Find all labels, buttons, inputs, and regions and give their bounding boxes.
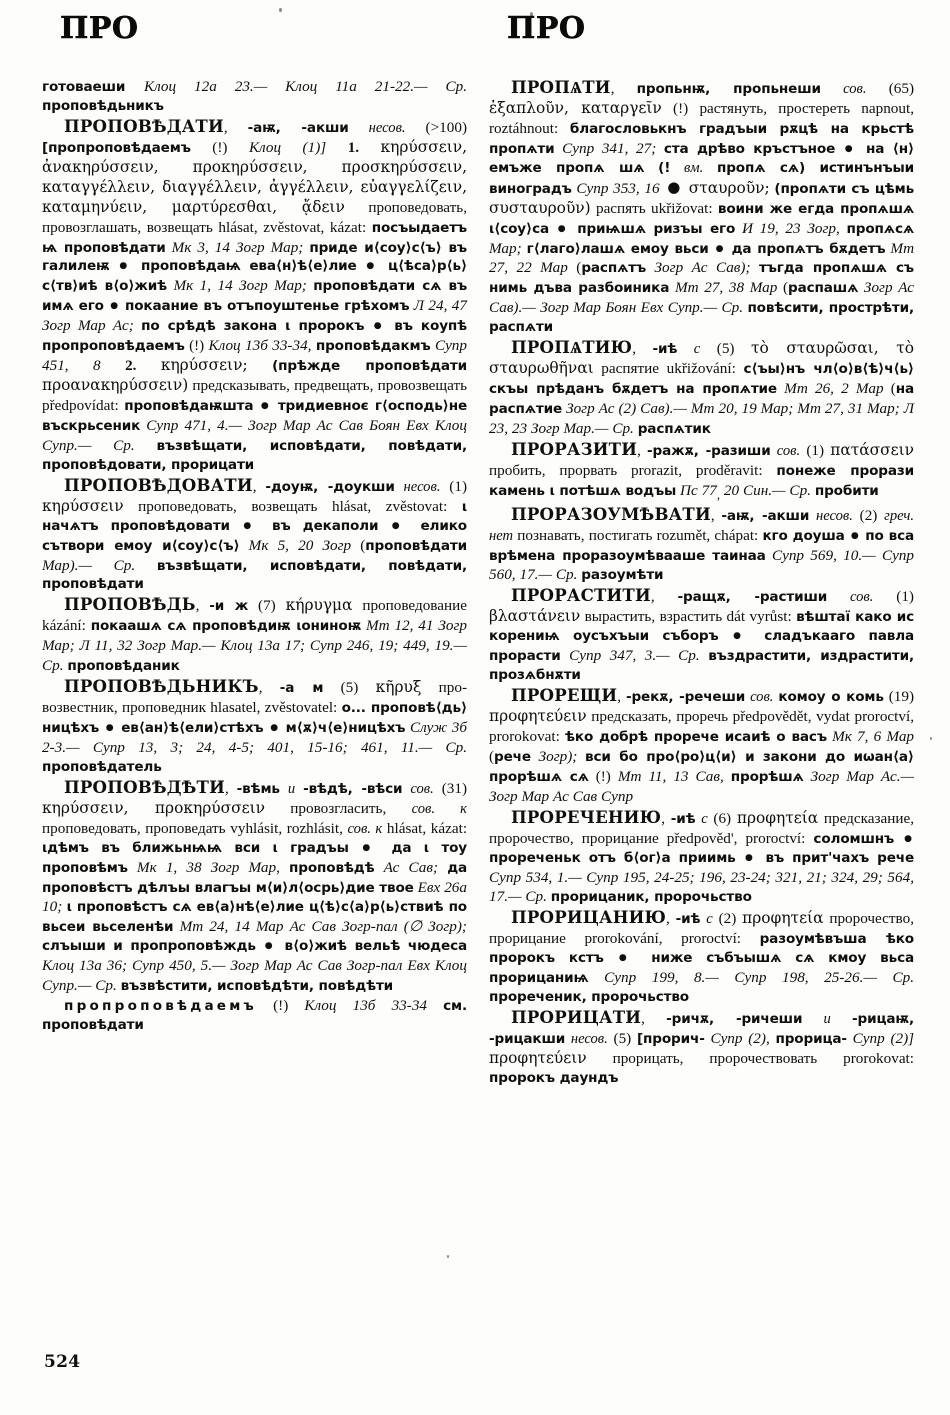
inflection-forms: пропьнѭ, пропьнеши <box>636 81 821 97</box>
frequency-count: (7) <box>258 597 276 615</box>
grammar-label: несов. <box>403 478 441 495</box>
czech-gloss: kázání: <box>42 617 86 635</box>
source-reference: Мк 5, 20 Зогр <box>248 536 352 554</box>
czech-gloss: prorokovat: <box>843 1049 914 1067</box>
czech-gloss: hlásat, zvěstovat: <box>331 497 448 515</box>
frequency-count: (1) <box>806 441 825 459</box>
entry-propyatije: ПРОПѦТИЮ, -иѣ с (5) τὸ σταυρῶσαι, τὸ σταυρωθῆναι распятие ukřižování: с⟨ъы⟩нъ чл⟨о⟩в⟨ѣ⟩ч⟨ь⟩скъы прѣданъ бѫдетъ на пропѧтие Мт 26, 2 Мар (на распѧтие Зогр Ас (2) Сав).— Мт 20, 19 Мар; Мт 27, 31 Мар; Л 23, 23 Зогр Мар.— Ср. распѧтик <box>489 337 915 437</box>
spaced-lemma: пропроповѣдаемъ <box>64 998 257 1015</box>
russian-gloss: предсказание, пророчество, прорицание <box>489 809 915 847</box>
czech-gloss: předpověd', proroctví: <box>666 829 806 847</box>
citation-text: разоумѣвъша ѣко пророкъ кстъ <box>489 931 914 967</box>
frequency-count: (5) <box>613 1030 632 1048</box>
inflection-forms: -иѣ <box>670 810 696 827</box>
entry-proraziti: ПРОРАЗИТИ, -ражѫ, -разиши сов. (1) πατάσσειν пробить, прорвать prorazit, proděravit: понеже прорази камень ι потѣшѧ водъы Пс $77_,$ 20 Син.— Ср. пробити <box>489 438 915 502</box>
cross-reference: възвѣщати, исповѣдати, повѣдати, проповѣдати <box>42 557 467 593</box>
greek-equivalent: βλαστάνειν <box>489 607 581 626</box>
cross-reference: прореченик, пророчьство <box>489 989 689 1006</box>
two-column-body <box>42 11 915 1088</box>
grammar-label: сов. <box>410 780 434 797</box>
cross-reference: пробити <box>814 482 879 499</box>
running-head-right: ПРО <box>507 11 586 46</box>
inflection-forms: -иѣ <box>652 341 678 358</box>
citation-text: пророкъ даундъ <box>489 1069 619 1086</box>
headword: ПРОПОВѢДЬ <box>64 594 196 615</box>
inflection-forms: -ричѫ, -ричеши <box>666 1011 803 1028</box>
russian-gloss: провозвестник, проповедник <box>42 679 468 717</box>
cross-reference: проповѣдатель <box>42 758 162 775</box>
czech-gloss: ukřižování: <box>666 360 736 378</box>
czech-gloss: prorokování, proroctví: <box>584 930 742 948</box>
russian-gloss: пробить, прорвать <box>489 461 618 479</box>
cross-reference: повѣсити, прострѣти, распѧти <box>489 300 914 336</box>
scan-speck <box>930 737 932 740</box>
frequency-count: (65) <box>888 80 915 97</box>
citation-text: посъыдаетъ ѩ проповѣдати <box>42 219 467 256</box>
greek-equivalent: κηρύσσειν, ἀνακηρύσσειν, προκηρύσσειν, προσκηρύσσειν, καταγγέλλειν, διαγγέλλειν, ἀγγέλλειν, εὐαγγελίζειν, καταμηνύειν, μαρτύρεσθαι, ᾄδειν <box>42 137 468 216</box>
entry-propyati: ПРОПѦТИ, пропьнѭ, пропьнеши сов. (65) ἐξαπλοῦν, καταργεῖν (!) растянуть, простереть napnout, roztáhnout: благословькнъ градъыи рѫцѣ на крьстѣ пропѧти Супр 341, 27; ста дрѣво кръстъное ● на ⟨н⟩емъже пропѧ шѧ (! вм. пропѧ сѧ) истинънъыи виноградъ Супр 353, 16 ● σταυροῦν; (пропѧти съ цѣмь συσταυροῦν) распять ukřižovat: воини же егда пропѧшѧ ι⟨соу⟩са ● приѩшѧ ризъы его И 19, 23 Зогр, пропѧсѧ Мар; г⟨лаго⟩лашѧ емоу вьси ● да пропѧтъ бѫдетъ Мт 27, 22 Мар (распѧтъ Зогр Ас Сав); тъгда пропѧшѧ съ нимь дъва разбоиника Мт 27, 38 Мар (распашѧ Зогр Ас Сав).— Зогр Мар Боян Евх Супр.— Ср. повѣсити, прострѣти, распѧти <box>489 77 915 336</box>
headword: ПРОПѦТИ <box>511 77 611 97</box>
grammar-label: сов. <box>843 81 867 97</box>
scan-speck <box>447 1255 449 1258</box>
headword: ПРОРАЗИТИ <box>511 438 638 459</box>
czech-gloss: vyhlásit, rozhlásit, <box>230 819 343 837</box>
inflection-forms: -иѣ <box>675 911 701 928</box>
inflection-forms: -аѭ, -акши <box>721 507 810 524</box>
inflection-forms: -аѭ, -акши <box>247 119 349 136</box>
greek-equivalent: προφητεία <box>742 909 824 928</box>
inflection-forms: -а м <box>279 680 324 697</box>
scan-speck <box>279 8 282 12</box>
right-column <box>489 11 915 1088</box>
source-reference: Мк 1, 38 Зогр Мар, <box>136 858 280 876</box>
source-reference: Служ 3б 2-3.— Супр 13, 3; 24, 4-5; 401, 15-16; 461, 11.— Ср. <box>42 719 468 756</box>
greek-equivalent: κήρυγμα <box>285 596 353 615</box>
entry-prorastiti: ПРОРАСТИТИ, -ращѫ, -растиши сов. (1) βλαστάνειν вырастить, взрастить dát vyrůst: вѣштаї како ис корениѩ оусъхъыи съборъ ● сладъкааго павла прорасти Супр 347, 3.— Ср. въздрастити, издрастити, прозѧбнѫти <box>489 585 915 684</box>
entry-prorazumevati: ПРОРАЗОУМѢВАТИ, -аѭ, -акши несов. (2) греч. нет познавать, постигать rozumět, chápat: кго доуша ● по вса врѣмена проразоумѣвааше таинаа Супр 569, 10.— Супр 560, 17.— Ср. разоумѣти <box>489 503 915 584</box>
see-reference: см. проповѣдати <box>42 998 468 1034</box>
frequency-count: (5) <box>716 340 735 358</box>
headword: ПРОПОВѢДЬНИКЪ <box>64 676 259 697</box>
citation-text: ιдѣмъ въ ближьнѩѩ вси ι градъы <box>42 839 349 856</box>
frequency-count: (1) <box>449 477 468 495</box>
russian-gloss: проповедовать, провозглашать, возвещать <box>42 198 468 236</box>
citation-text: благословькнъ градъыи рѫцѣ на крьстѣ пропѧти <box>489 120 914 157</box>
frequency-count: (1) <box>896 588 914 606</box>
greek-equivalent: τὸ σταυρῶσαι, τὸ σταυρωθῆναι <box>489 339 915 378</box>
citation-text: кго доуша <box>762 527 845 544</box>
source-reference: Супр 569, 10.— Супр 560, 17.— Ср. <box>489 546 914 584</box>
source-reference: Пс $77_,$ 20 Син.— Ср. <box>680 481 811 502</box>
source-reference: Мт 12, 41 Зогр Мар; Л 11, 32 Зогр Мар.— Клоц 13а 17; Супр 246, 19; 449, 19.— Ср. <box>42 617 467 675</box>
source-reference: Супр 199, 8.— Супр 198, 25-26.— Ср. <box>604 969 914 987</box>
greek-equivalent: πατάσσειν <box>830 440 915 459</box>
russian-gloss: проповедовать, возвещать <box>138 497 318 515</box>
greek-equivalent: κηρύσσειν <box>42 496 124 515</box>
source-reference: Супр 341, 27; <box>562 139 657 157</box>
ocs-text: готоваеши <box>42 79 144 95</box>
sense-number: 1. <box>347 139 360 156</box>
source-reference: Супр 534, 1.— Супр 195, 24-25; 196, 23-24; 321, 21; 324, 29; 564, 17.— Ср. <box>489 868 914 906</box>
russian-gloss: растянуть, простереть <box>699 99 851 117</box>
czech-gloss: napnout, roztáhnout: <box>489 99 914 137</box>
entry-propovedovati: ПРОПОВѢДОВАТИ, -доуѭ, -доукши несов. (1) κηρύσσειν проповедовать, возвещать hlásat, zvěstovat: ι начѧтъ проповѣдовати ● въ декаполи ● елико сътвори емоу и⟨соу⟩с⟨ъ⟩ Мк 5, 20 Зогр (проповѣдати Мар).— Ср. възвѣщати, исповѣдати, повѣдати, проповѣдати <box>42 474 468 593</box>
citation-text: покаашѧ сѧ проповѣдиѭ ιониноѭ <box>90 618 362 635</box>
entry-propoved: ПРОПОВѢДЬ, -и ж (7) κήρυγμα проповедование kázání: покаашѧ сѧ проповѣдиѭ ιониноѭ Мт 12, 41 Зогр Мар; Л 11, 32 Зогр Мар.— Клоц 13а 17; Супр 246, 19; 449, 19.— Ср. проповѣданик <box>42 594 468 675</box>
headword: ПРОПОВѢДѢТИ <box>64 776 225 797</box>
frequency-count: (>100) <box>425 118 468 136</box>
running-head-left: ПРО <box>60 11 139 46</box>
citation-text: понеже прорази камень ι потѣшѧ водъы <box>489 462 914 499</box>
headword: ПРОРАЗОУМѢВАТИ <box>511 503 711 524</box>
entry-proricanije: ПРОРИЦАНИЮ, -иѣ с (2) προφητεία пророчество, прорицание prorokování, proroctví: разоумѣвъша ѣко пророкъ кстъ ● ниже събъышѧ сѧ кмоу вьса прорицаниѩ Супр 199, 8.— Супр 198, 25-26.— Ср. прореченик, пророчьство <box>489 907 915 1006</box>
inflection-forms: -вѣмь <box>236 780 280 797</box>
sense-separator-dot: ● <box>667 177 682 196</box>
citation-text: с⟨ъы⟩нъ чл⟨о⟩в⟨ѣ⟩ч⟨ь⟩скъы прѣданъ бѫдетъ на пропѧтие <box>489 361 914 398</box>
frequency-count: (2) <box>859 506 878 524</box>
czech-gloss: dát vyrůst: <box>726 608 792 626</box>
greek-equivalent: ἐξαπλοῦν, καταργεῖν <box>489 98 662 117</box>
cross-reference: разоумѣти <box>581 567 664 584</box>
russian-gloss: прорицать, пророчествовать <box>612 1049 818 1067</box>
frequency-count: (5) <box>340 679 359 697</box>
greek-equivalent: κηρύσσειν, προκηρύσσειν <box>42 798 265 817</box>
frequency-count: (31) <box>441 779 468 797</box>
citation-text: вѣштаї како ис корениѩ оусъхъыи съборъ <box>489 609 914 645</box>
russian-gloss: провозгласить, <box>290 799 387 817</box>
inflection-forms: -доуѭ, -доукши <box>265 478 395 495</box>
grammar-label: несов. <box>368 119 406 136</box>
headword: ПРОРАСТИТИ <box>511 585 651 606</box>
entry-propropovedaemh-xref: пропроповѣдаемъ (!) Клоц 13б 33-34 см. проповѣдати <box>42 997 468 1034</box>
source-reference: Клоц 12а 23.— Клоц 11а 21-22.— Ср. <box>144 78 467 95</box>
headword: ПРОРЕЧЕНИЮ <box>511 806 662 827</box>
russian-gloss: проповедование <box>362 597 468 615</box>
source-reference: Клоц 13б 33-34 <box>304 997 428 1015</box>
grammar-label: сов. <box>750 689 774 706</box>
left-column <box>42 11 468 1088</box>
grammar-label: сов. <box>850 589 874 606</box>
citation-text: о... проповѣ⟨дь⟩ницѣхъ <box>42 700 468 736</box>
frequency-count: (2) <box>718 910 737 928</box>
czech-gloss: hlásat, zvěstovat, kázat: <box>218 218 367 236</box>
grammar-label: несов. <box>570 1031 608 1048</box>
entry-prorešti: ПРОРЕЩИ, -рекѫ, -речеши сов. комоу о комь (19) προφητεύειν предсказать, проречь předpovědět, vydat proroctví, prorokovat: ѣко добрѣ прорече исаиѣ о васъ Мк 7, 6 Мар (рече Зогр); вси бо про⟨ро⟩ц⟨и⟩ и закони до иѡан⟨а⟩ прорѣшѧ сѧ (!) Мт 11, 13 Сав, прорѣшѧ Зогр Мар Ас.— Зогр Мар Ас Сав Супр <box>489 685 915 805</box>
greek-equivalent: κῆρυξ <box>375 678 422 697</box>
cross-reference: проповѣданик <box>67 658 180 675</box>
entry-propovedati: ПРОПОВѢДАТИ, -аѭ, -акши несов. (>100) [пропроповѣдаемъ (!) Клоц (1)] 1. κηρύσσειν, ἀνακηρύσσειν, προκηρύσσειν, προσκηρύσσειν, καταγγέλλειν, διαγγέλλειν, ἀγγέλλειν, εὐαγγελίζειν, καταμηνύειν, μαρτύρεσθαι, ᾄδειν проповедовать, провозглашать, возвещать hlásat, zvěstovat, kázat: посъыдаетъ ѩ проповѣдати Мк 3, 14 Зогр Мар; приде и⟨соу⟩с⟨ъ⟩ въ галилеѭ ● проповѣдаѩ ева⟨н⟩ѣ⟨е⟩лие ● ц⟨ѣса⟩р⟨ь⟩с⟨тв⟩иѣ в⟨о⟩жиѣ Мк 1, 14 Зогр Мар; проповѣдати сѧ въ имѧ его ● покаание въ отъпоуштенье грѣхомъ Л 24, 47 Зогр Мар Ас; по срѣдѣ закона ι пророкъ ● въ коупѣ пропроповѣдаемъ (!) Клоц 13б 33-34, проповѣдакмъ Супр 451, 8 2. κηρύσσειν; (прѣжде проповѣдати προαναкηρύσσειν) предсказывать, предвещать, провозвещать předpovídat: проповѣдаѭшта ● тридиевноє г⟨осподь⟩не въскрьсеник Супр 471, 4.— Зогр Мар Ас Сав Боян Евх Клоц Супр.— Ср. възвѣщати, исповѣдати, повѣдати, проповѣдовати, прорицати <box>42 115 468 473</box>
entry-propovedeti: ПРОПОВѢДѢТИ, -вѣмь и -вѣдѣ, -вѣси сов. (31) κηρύσσειν, προκηρύσσειν провозгласить, сов. к проповедовать, проповедать vyhlásit, rozhlásit, сов. к hlásat, kázat: ιдѣмъ въ ближьнѩѩ вси ι градъы ● да ι тоу проповѣмъ Мк 1, 38 Зогр Мар, проповѣдѣ Ас Сав; да проповѣстъ дѣлъы влагъы м⟨и⟩л⟨осрь⟩дие твое Евх 26а 10; ι проповѣстъ сѧ ев⟨а⟩нѣ⟨е⟩лие ц⟨ѣ⟩с⟨а⟩р⟨ь⟩ствиѣ по вьсеи вьселенѣи Мт 24, 14 Мар Ас Сав Зогр-пал (∅ Зогр); слъыши и пропроповѣждь ● в⟨о⟩жиѣ вельѣ чюдеса Клоц 13а 36; Супр 450, 5.— Зогр Мар Ас Сав Зогр-пал Евх Клоц Супр.— Ср. възвѣстити, исповѣдѣти, повѣдѣти <box>42 776 468 995</box>
inflection-forms: -и ж <box>209 598 249 615</box>
entry-propovednikh: ПРОПОВѢДЬНИКЪ, -а м (5) κῆρυξ провозвестник, проповедник hlasatel, zvěstovatel: о... проповѣ⟨дь⟩ницѣхъ ● ев⟨ан⟩ѣ⟨ели⟩стѣхъ ● м⟨ѫ⟩ч⟨е⟩ницѣхъ Служ 3б 2-3.— Супр 13, 3; 24, 4-5; 401, 15-16; 461, 11.— Ср. проповѣдатель <box>42 676 468 775</box>
entry-continuation-propovedinik <box>42 77 467 116</box>
entry-prorecenije: ПРОРЕЧЕНИЮ, -иѣ с (6) προφητεία предсказание, пророчество, прорицание předpověd', proroctví: соломшнъ ● прореченьк отъ б⟨ог⟩а приимь ● въ прит'чахъ рече Супр 534, 1.— Супр 195, 24-25; 196, 23-24; 321, 21; 324, 29; 564, 17.— Ср. прорицаник, пророчьство <box>489 806 915 906</box>
headword: ПРОРЕЩИ <box>511 685 618 706</box>
cross-reference-lemma: проповѣдьникъ <box>42 97 164 114</box>
inflection-forms: -рекѫ, -речеши <box>625 689 746 706</box>
russian-gloss: познавать, постигать <box>517 526 653 544</box>
russian-gloss: предсказать, проречь <box>591 708 729 726</box>
greek-absent-note: греч. нет <box>489 507 915 544</box>
source-reference: Мт 26, 2 Мар <box>784 380 884 398</box>
entry-proricati: ПРОРИЦАТИ, -ричѫ, -ричеши и -рицаѭ, -рицакши несов. (5) [прорич- Супр (2), прорица- Супр (2)] προφητεύειν прорицать, пророчествовать prorokovat: пророкъ даундъ <box>489 1007 915 1086</box>
inflection-forms: -ражѫ, -разиши <box>647 442 771 459</box>
page-number: 524 <box>44 1352 81 1372</box>
source-reference: Мк 3, 14 Зогр Мар; <box>171 238 304 256</box>
cross-reference: распѧтик <box>637 420 711 437</box>
russian-gloss: распятие <box>601 360 659 378</box>
cross-reference: прорицаник, пророчьство <box>550 889 752 906</box>
czech-gloss: prorazit, proděravit: <box>631 461 763 479</box>
headword: ПРОПОВѢДОВАТИ <box>64 474 253 495</box>
headword: ПРОПОВѢДАТИ <box>64 115 224 136</box>
source-reference: Супр 347, 3.— Ср. <box>569 647 700 665</box>
bracket-variant-note: [прорич- <box>636 1031 705 1048</box>
russian-gloss: пророчество, прорицание <box>489 910 915 948</box>
bracket-variant-note: [пропроповѣдаемъ <box>42 139 191 156</box>
grammar-label: несов. <box>815 507 853 524</box>
czech-gloss: rozumět, chápat: <box>656 526 759 544</box>
inflection-forms: -ращѫ, -растиши <box>677 589 828 606</box>
cross-reference: възвѣщати, исповѣдати, повѣдати, проповѣдовати, прорицати <box>42 437 467 473</box>
headword: ПРОРИЦАНИЮ <box>511 907 667 928</box>
citation-text: ѣко добрѣ прорече исаиѣ о васъ <box>565 728 827 745</box>
headword: ПРОРИЦАТИ <box>511 1007 642 1028</box>
czech-gloss: předpovědět, vydat proroctví, prorokovat: <box>489 708 914 745</box>
citation-text: соломшнъ <box>813 830 895 847</box>
rection-note: комоу о комь <box>778 689 884 706</box>
grammar-label: сов. <box>776 442 801 459</box>
cross-reference: възвѣстити, исповѣдѣти, повѣдѣти <box>120 978 394 995</box>
cross-reference: въздрастити, издрастити, прозѧбнѫти <box>489 648 914 684</box>
headword: ПРОПѦТИЮ <box>511 337 633 358</box>
greek-equivalent: προφητεύειν <box>489 1048 587 1067</box>
greek-equivalent: προφητεύειν <box>489 707 587 726</box>
greek-equivalent: προφητεία <box>736 808 819 827</box>
czech-gloss: hlasatel, zvěstovatel: <box>210 699 338 717</box>
russian-gloss: вырастить, взрастить <box>584 608 723 626</box>
source-reference: Мк 7, 6 Мар <box>832 727 915 745</box>
frequency-count: (19) <box>888 688 915 706</box>
frequency-count: (6) <box>713 809 732 827</box>
citation-text: ι начѧтъ проповѣдовати <box>42 498 468 534</box>
